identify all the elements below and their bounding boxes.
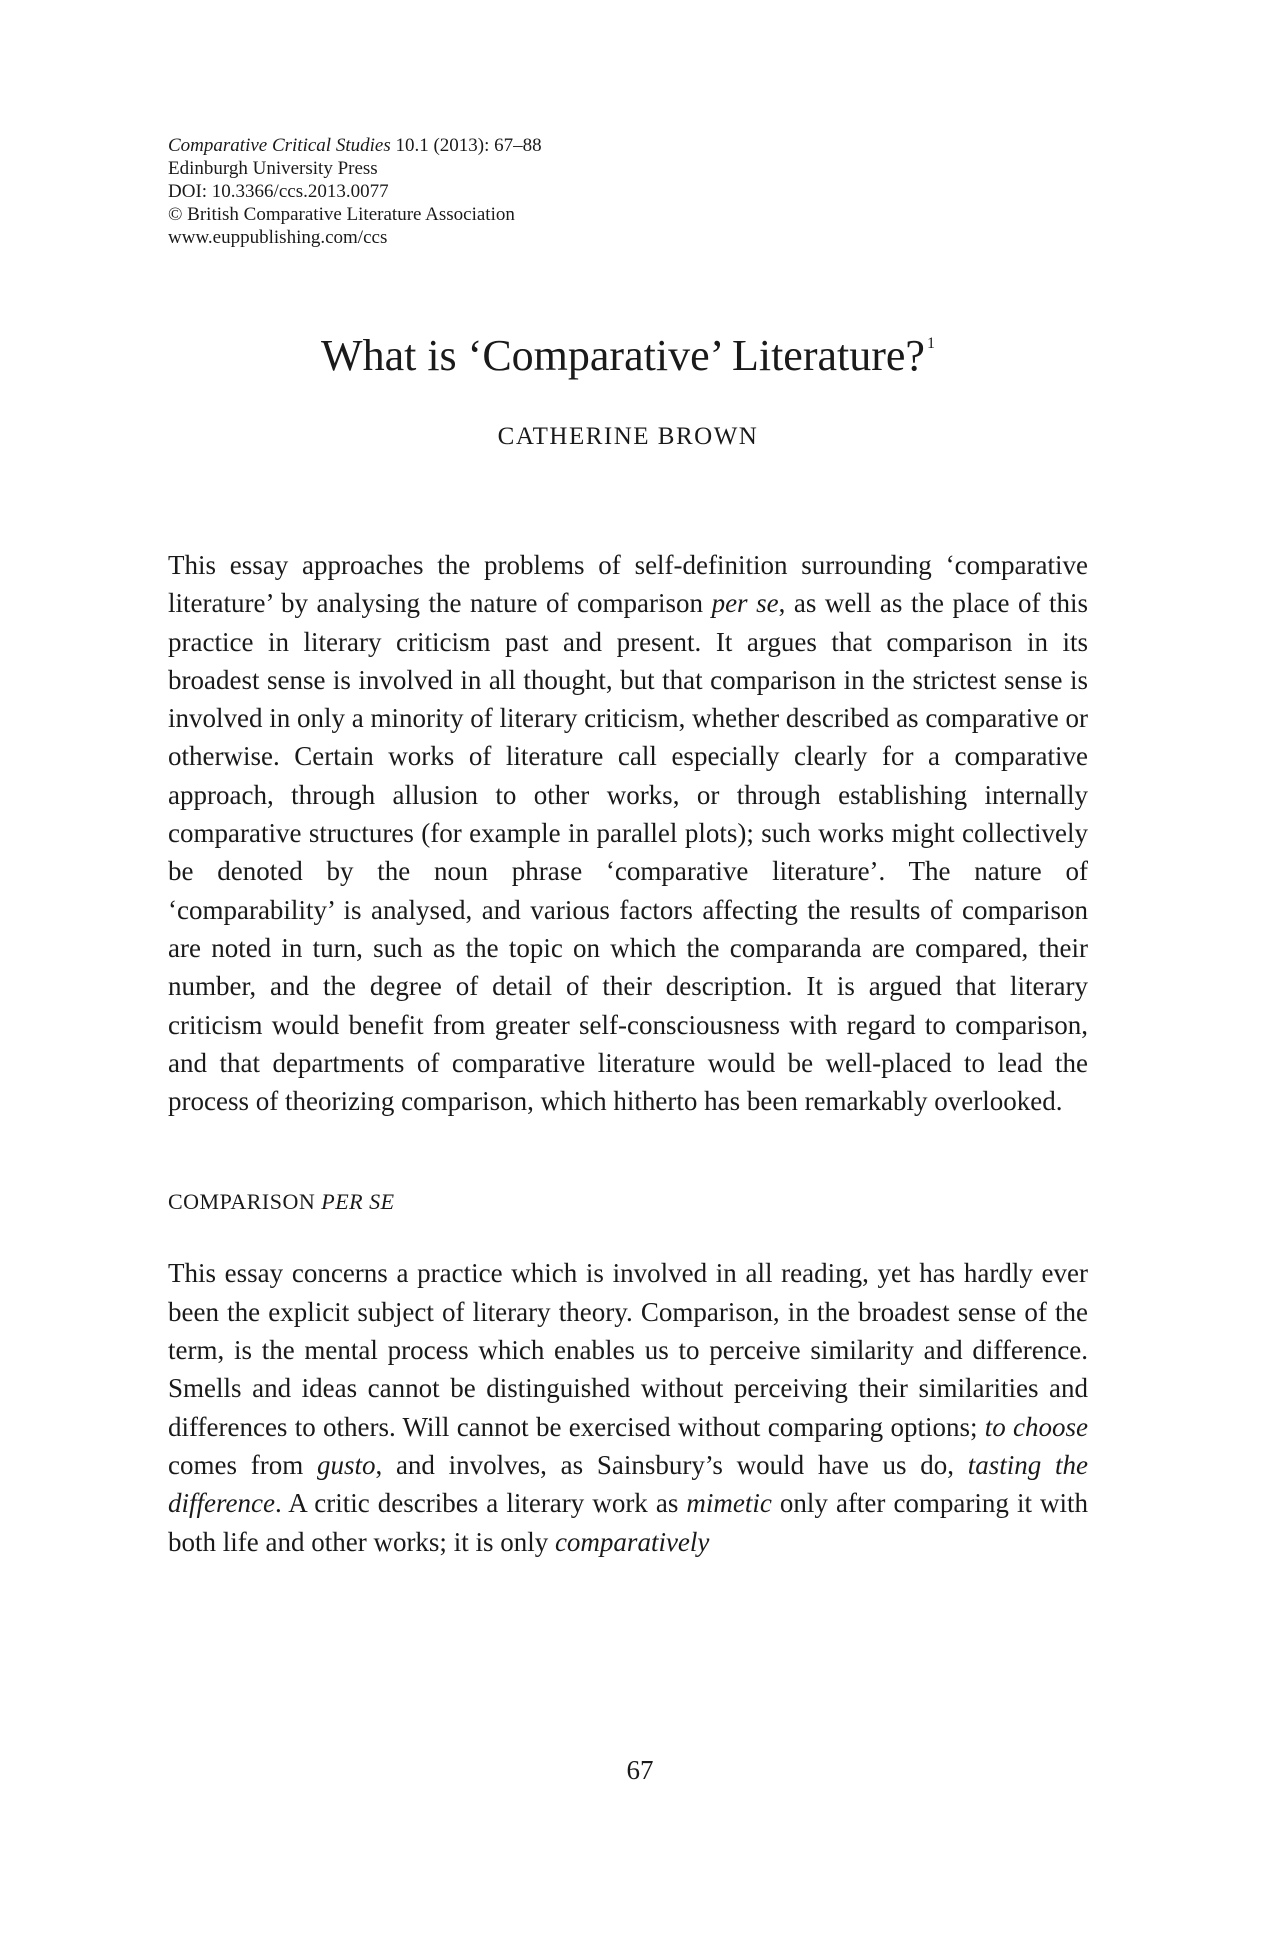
abstract-text-2: , as well as the place of this practice in literary criticism past and present. It argues that comparison in its broadest sense is involved in all thought, but that comparison in the strictest sense is involved in only a minority of literary criticism, whether described as comparative or otherwise. Certain works of literature call especially clearly for a comparative approach, through allusion to other works, or through establishing internally comparative structures (for example in parallel plots); such works might collectively be denoted by the noun phrase ‘comparative literature’. The nature of ‘comparability’ is analysed, and various factors affecting the results of comparison are noted in turn, such as the topic on which the comparanda are compared, their number, and the degree of detail of their description. It is argued that literary criticism would benefit from greater self-consciousness with regard to comparison, and that departments of comparative literature would be well-placed to lead the process of theorizing comparison, which hitherto has been remarkably overlooked.: [168, 588, 1088, 1117]
body-text-4: . A critic describes a literary work as: [274, 1488, 687, 1519]
body-italic-comparatively: comparatively: [554, 1526, 710, 1557]
body-italic-tasting: tasting the difference: [168, 1449, 1088, 1519]
website: www.euppublishing.com/ccs: [168, 227, 388, 248]
copyright: © British Comparative Literature Association: [168, 204, 515, 225]
section-heading-plain: COMPARISON: [168, 1189, 322, 1215]
article-title: [168, 317, 1088, 383]
abstract-italic-per-se: per se: [711, 588, 779, 619]
author-name: CATHERINE BROWN: [497, 423, 759, 450]
abstract-text-1: This essay approaches the problems of self-definition surrounding ‘comparative literature’ by analysing the nature of comparison: [168, 550, 1088, 619]
body-text-1: This essay concerns a practice which is involved in all reading, yet has hardly ever been the explicit subject of literary theory. Comparison, in the broadest sense of the term, is the mental process which enables us to perceive similarity and difference. Smells and ideas cannot be distinguished without perceiving their similarities and differences to others. Will cannot be exercised without comparing options;: [168, 1258, 1088, 1442]
publication-info: [168, 134, 1088, 249]
article-title-text: What is ‘Comparative’ Literature?: [321, 331, 925, 380]
journal-citation: [168, 134, 1088, 157]
section-heading-italic: PER SE: [321, 1189, 395, 1215]
abstract: [168, 546, 1088, 1120]
body-text-2: comes from: [168, 1449, 317, 1480]
body-italic-gusto: gusto: [316, 1449, 376, 1480]
footnote-mark: 1: [926, 335, 935, 352]
journal-issue: 10.1 (2013): 67–88: [390, 135, 542, 156]
publisher: Edinburgh University Press: [168, 158, 378, 179]
body-text-3: , and involves, as Sainsbury’s would have us do,: [375, 1449, 968, 1480]
page-number: 67: [626, 1755, 654, 1785]
doi: DOI: 10.3366/ccs.2013.0077: [168, 181, 389, 202]
body-text-5: only after comparing it with both life and other works; it is only: [168, 1488, 1088, 1557]
body-italic-to-choose: to choose: [984, 1411, 1088, 1442]
body-paragraph: [168, 1254, 1088, 1560]
journal-name: Comparative Critical Studies: [168, 135, 391, 156]
body-italic-mimetic: mimetic: [686, 1488, 772, 1519]
section-heading: [168, 1189, 1088, 1215]
article-page: [168, 134, 1088, 1561]
